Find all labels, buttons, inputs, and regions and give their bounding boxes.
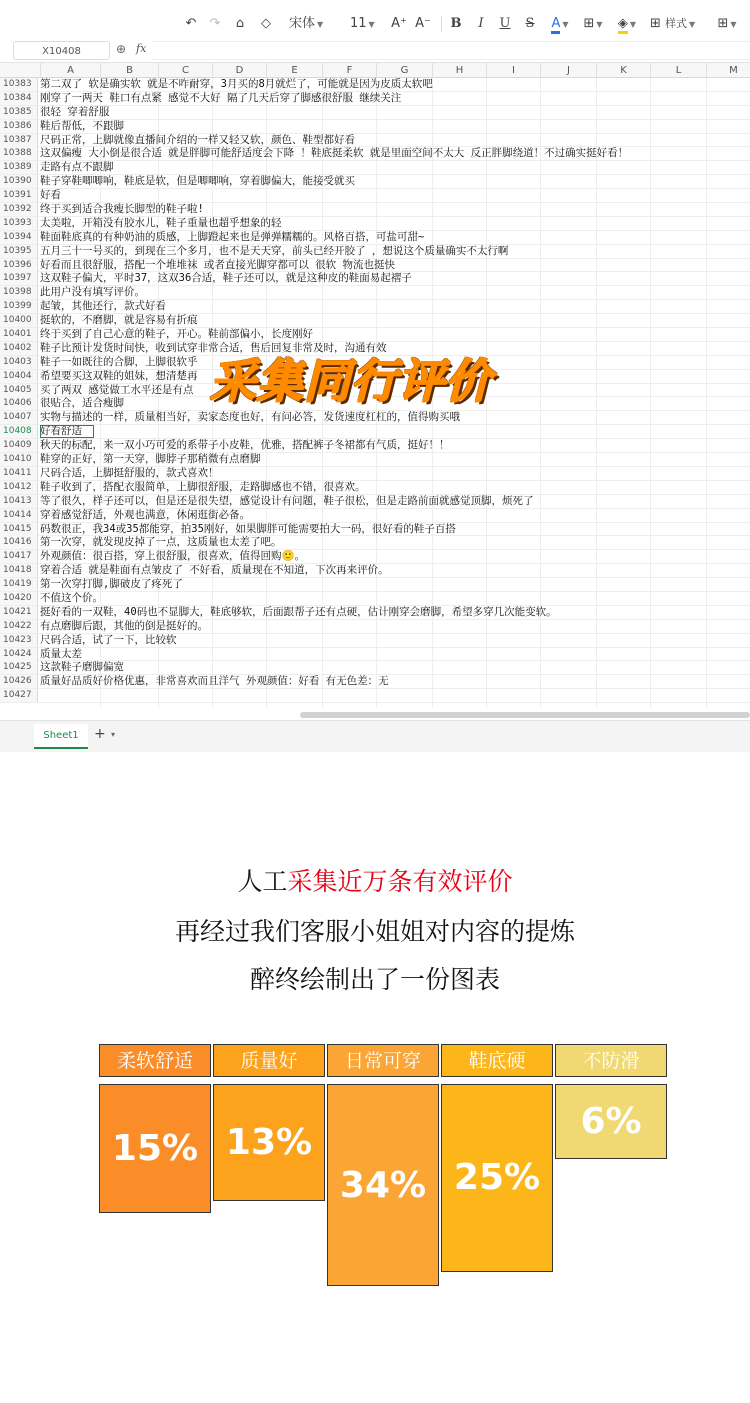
row-number[interactable]: 10426	[0, 675, 38, 688]
column-header-a[interactable]: A	[40, 63, 100, 78]
table-cell[interactable]: 第一次穿打脚,脚破皮了疼死了	[40, 578, 183, 591]
table-row	[0, 314, 750, 328]
row-number[interactable]: 10421	[0, 606, 38, 619]
row-number[interactable]: 10393	[0, 217, 38, 230]
table-cell[interactable]: 鞋子一如既往的合脚，上脚很软乎	[40, 355, 198, 368]
add-sheet-button[interactable]: +	[94, 726, 106, 742]
column-header-g[interactable]: G	[376, 63, 432, 78]
row-number[interactable]: 10391	[0, 189, 38, 202]
chevron-down-icon: ▼	[629, 20, 637, 29]
table-row	[0, 689, 750, 703]
font-name-select[interactable]	[289, 13, 339, 35]
row-number[interactable]: 10404	[0, 370, 38, 383]
row-number[interactable]: 10414	[0, 509, 38, 522]
bar-category-label: 柔软舒适	[99, 1044, 211, 1077]
table-cell[interactable]: 走路有点不跟脚	[40, 161, 114, 174]
select-all-corner[interactable]	[0, 63, 40, 78]
column-header-c[interactable]: C	[158, 63, 212, 78]
bar-4	[441, 1084, 553, 1272]
row-number[interactable]: 10390	[0, 175, 38, 188]
column-header-h[interactable]: H	[432, 63, 486, 78]
table-row	[0, 147, 750, 161]
chevron-down-icon: ▼	[562, 20, 569, 29]
table-row	[0, 675, 750, 689]
row-number[interactable]: 10396	[0, 259, 38, 272]
row-number[interactable]: 10388	[0, 147, 38, 160]
table-cell[interactable]: 穿着合适 就是鞋面有点皱皮了 不好看，质量现在不知道，下次再来评价。	[40, 564, 389, 577]
banner-title: 采集同行评价	[210, 354, 492, 408]
table-row	[0, 481, 750, 495]
table-row	[0, 328, 750, 342]
font-size-select[interactable]	[350, 13, 380, 35]
table-row	[0, 509, 750, 523]
table-row	[0, 300, 750, 314]
table-cell[interactable]: 希望要买这双鞋的姐妹，想清楚再	[40, 369, 198, 382]
row-number[interactable]: 10403	[0, 356, 38, 369]
table-cell[interactable]: 穿着感觉舒适，外观也满意，休闲逛街必备。	[40, 508, 250, 521]
grid-icon: ⊞	[717, 16, 729, 31]
table-row	[0, 286, 750, 300]
row-number[interactable]: 10383	[0, 78, 38, 91]
table-cell[interactable]: 鞋穿的正好，第一天穿，脚脖子那稍微有点磨脚	[40, 453, 261, 466]
chevron-down-icon: ▼	[689, 20, 696, 29]
column-header-k[interactable]: K	[596, 63, 650, 78]
row-number[interactable]: 10419	[0, 578, 38, 591]
horizontal-scrollbar[interactable]	[300, 712, 750, 718]
row-number[interactable]: 10395	[0, 245, 38, 258]
table-cell[interactable]: 挺软的，不磨脚，就是容易有折痕	[40, 314, 198, 327]
table-cell[interactable]: 质量太差	[40, 647, 82, 660]
table-row	[0, 78, 750, 92]
table-cell[interactable]: 鞋子穿鞋唧唧响，鞋底是软，但是唧唧响，穿着脚偏大，能接受就买	[40, 175, 355, 188]
column-header-d[interactable]: D	[212, 63, 266, 78]
font-name-value: 宋体	[289, 16, 316, 31]
table-row	[0, 92, 750, 106]
row-number[interactable]: 10405	[0, 384, 38, 397]
row-number[interactable]: 10392	[0, 203, 38, 216]
table-cell[interactable]: 起皱，其他还行，款式好看	[40, 300, 166, 313]
table-row	[0, 231, 750, 245]
tab-sheet1[interactable]: Sheet1	[34, 724, 88, 749]
table-row	[0, 467, 750, 481]
table-cell[interactable]: 码数很正，我34或35都能穿，拍35刚好，如果脚胖可能需要拍大一码，很好看的鞋子百搭	[40, 522, 456, 535]
table-row	[0, 495, 750, 509]
table-row	[0, 134, 750, 148]
table-row	[0, 564, 750, 578]
table-cell[interactable]: 鞋子收到了，搭配衣服简单，上脚很舒服，走路脚感也不错，很喜欢。	[40, 480, 366, 493]
caption-line-2: 再经过我们客服小姐姐对内容的提炼	[174, 917, 575, 946]
toolbar-divider	[441, 16, 442, 32]
bar-2	[213, 1084, 325, 1201]
table-row	[0, 175, 750, 189]
table-cell[interactable]: 外观颜值：很百搭，穿上很舒服，很喜欢，值得回购🙂。	[40, 550, 306, 563]
table-cell[interactable]: 秋天的标配，来一双小巧可爱的系带子小皮鞋，优雅，搭配裤子冬裙都有气质，挺好！！	[40, 439, 450, 452]
font-size-value: 11	[350, 16, 367, 31]
redo-icon[interactable]: ↷	[209, 16, 221, 31]
column-header-b[interactable]: B	[100, 63, 158, 78]
table-row	[0, 453, 750, 467]
table-cell[interactable]: 终于买到适合我瘦长脚型的鞋子啦!	[40, 203, 204, 216]
row-number[interactable]: 10413	[0, 495, 38, 508]
row-number[interactable]: 10406	[0, 397, 38, 410]
decrease-font-button[interactable]: A⁻	[415, 16, 431, 31]
table-cell[interactable]: 挺好看的一双鞋，40码也不显脚大，鞋底够软，后面跟帮子还有点硬，估计刚穿会磨脚，希望多穿几次能变软。	[40, 605, 557, 618]
row-number[interactable]: 10401	[0, 328, 38, 341]
sheet-tab-bar	[0, 720, 750, 752]
table-row	[0, 620, 750, 634]
table-cell[interactable]: 实物与描述的一样，质量相当好，卖家态度也好，有问必答，发货速度杠杠的，值得购买哦	[40, 411, 460, 424]
table-cell[interactable]: 尺码合适，试了一下，比较软	[40, 633, 177, 646]
row-number[interactable]: 10407	[0, 411, 38, 424]
column-header-l[interactable]: L	[650, 63, 706, 78]
format-painter-icon[interactable]: ⌂	[235, 16, 245, 31]
font-color-icon: A	[551, 16, 560, 34]
toolbar	[0, 0, 750, 44]
table-row	[0, 550, 750, 564]
table-row	[0, 259, 750, 273]
row-number[interactable]: 10387	[0, 134, 38, 147]
strikethrough-button[interactable]: S	[525, 16, 535, 31]
table-cell[interactable]: 五月三十一号买的，到现在三个多月，也不是天天穿，前头已经开胶了 ，想说这个质量确实不太行啊	[40, 244, 509, 257]
formula-input[interactable]	[152, 41, 750, 60]
row-number[interactable]: 10389	[0, 161, 38, 174]
table-cell[interactable]: 好看而且很舒服，搭配一个堆堆袜 或者直接光脚穿都可以 很软 物流也挺快	[40, 258, 395, 271]
table-row	[0, 648, 750, 662]
styles-label: 样式	[665, 17, 688, 30]
name-box[interactable]: X10408	[13, 41, 110, 60]
fx-icon[interactable]: fx	[136, 42, 147, 55]
table-row	[0, 634, 750, 648]
bar-category-label: 质量好	[213, 1044, 325, 1077]
bold-button[interactable]: B	[450, 16, 462, 31]
table-row	[0, 592, 750, 606]
table-cell[interactable]: 终于买到了自己心意的鞋子，开心。鞋前部偏小，长度刚好	[40, 328, 313, 341]
column-header-i[interactable]: I	[486, 63, 540, 78]
table-cell[interactable]: 鞋后帮低，不跟脚	[40, 119, 124, 132]
zoom-icon[interactable]: ⊕	[116, 42, 127, 56]
row-number[interactable]: 10409	[0, 439, 38, 452]
row-number[interactable]: 10385	[0, 106, 38, 119]
row-number[interactable]: 10408	[0, 425, 38, 438]
bar-category-label: 不防滑	[555, 1044, 667, 1077]
table-cell[interactable]: 尺码正常，上脚就像直播间介绍的一样又轻又软，颜色、鞋型都好看	[40, 133, 355, 146]
caption-line-1	[0, 862, 750, 898]
table-row	[0, 411, 750, 425]
table-cell[interactable]: 有点磨脚后跟，其他的倒是挺好的。	[40, 619, 208, 632]
table-row	[0, 523, 750, 537]
table-row	[0, 245, 750, 259]
row-number[interactable]: 10418	[0, 564, 38, 577]
table-row	[0, 536, 750, 550]
chevron-down-icon: ▼	[730, 20, 737, 29]
fill-color-button[interactable]	[614, 13, 640, 35]
fill-bucket-icon: ◈	[618, 16, 628, 34]
table-row	[0, 439, 750, 453]
bar-value-label: 25%	[453, 1157, 541, 1199]
row-number[interactable]: 10425	[0, 661, 38, 674]
eraser-icon[interactable]: ◇	[261, 16, 271, 31]
sheet-menu-icon[interactable]: ▾	[111, 730, 116, 739]
caption-line-1-prefix: 人工	[237, 867, 288, 896]
caption-line-1-highlight: 采集近万条有效评价	[287, 867, 513, 896]
table-row	[0, 578, 750, 592]
column-header-bar	[0, 62, 750, 78]
table-cell[interactable]: 质量好品质好价格优惠，非常喜欢而且洋气 外观颜值：好看 有无色差：无	[40, 675, 389, 688]
row-number[interactable]: 10417	[0, 550, 38, 563]
row-number[interactable]: 10410	[0, 453, 38, 466]
italic-button[interactable]: I	[478, 16, 484, 31]
table-row	[0, 425, 750, 439]
table-cell[interactable]: 第二双了 软是确实软 就是不咋耐穿，3月买的8月就烂了，可能就是因为皮质太软吧	[40, 78, 433, 90]
row-number[interactable]: 10399	[0, 300, 38, 313]
row-number[interactable]: 10411	[0, 467, 38, 480]
borders-icon: ⊞	[583, 16, 595, 31]
table-row	[0, 189, 750, 203]
row-number[interactable]: 10384	[0, 92, 38, 105]
table-row	[0, 272, 750, 286]
table-cell[interactable]: 这款鞋子磨脚偏宽	[40, 661, 124, 674]
row-number[interactable]: 10427	[0, 689, 38, 702]
row-number[interactable]: 10420	[0, 592, 38, 605]
table-cell[interactable]: 好看	[40, 189, 61, 202]
row-number[interactable]: 10397	[0, 272, 38, 285]
table-cell[interactable]: 好看舒适	[40, 425, 94, 438]
table-cell[interactable]: 这双偏瘦 大小倒是很合适 就是胖脚可能舒适度会下降 ！鞋底挺柔软 就是里面空间不太大 反正胖脚绕道！不过确实挺好看！	[40, 147, 629, 160]
row-number[interactable]: 10422	[0, 620, 38, 633]
bar-value-label: 13%	[225, 1121, 313, 1163]
table-cell[interactable]: 不值这个价。	[40, 591, 103, 604]
row-number[interactable]: 10412	[0, 481, 38, 494]
bar-5	[555, 1084, 667, 1159]
table-cell[interactable]: 第一次穿，就发现皮掉了一点，这质量也太差了吧。	[40, 536, 282, 549]
font-color-button[interactable]	[548, 13, 572, 35]
table-row	[0, 217, 750, 231]
bar-category-label: 日常可穿	[327, 1044, 439, 1077]
table-cell[interactable]: 这双鞋子偏大，平时37，这双36合适，鞋子还可以，就是这种皮的鞋面易起褶子	[40, 272, 412, 285]
column-header-j[interactable]: J	[540, 63, 596, 78]
row-number[interactable]: 10416	[0, 536, 38, 549]
table-row	[0, 606, 750, 620]
table-cell[interactable]: 买了两双 感觉做工水平还是有点	[40, 383, 194, 396]
bar-1	[99, 1084, 211, 1213]
row-number[interactable]: 10423	[0, 634, 38, 647]
chevron-down-icon: ▼	[368, 20, 375, 29]
caption-line-3: 醉终绘制出了一份图表	[249, 965, 500, 994]
table-row	[0, 661, 750, 675]
formula-bar	[0, 40, 750, 62]
row-number[interactable]: 10402	[0, 342, 38, 355]
table-cell[interactable]: 很贴合，适合瘦脚	[40, 397, 124, 410]
bar-value-label: 15%	[111, 1127, 199, 1169]
row-number[interactable]: 10424	[0, 648, 38, 661]
row-number[interactable]: 10386	[0, 120, 38, 133]
more-tools-button[interactable]	[712, 13, 742, 35]
styles-button[interactable]	[650, 13, 700, 35]
column-header-e[interactable]: E	[266, 63, 322, 78]
row-number[interactable]: 10394	[0, 231, 38, 244]
column-header-m[interactable]: M	[706, 63, 750, 78]
table-cell[interactable]: 尺码合适，上脚挺舒服的，款式喜欢！	[40, 466, 219, 479]
table-row	[0, 161, 750, 175]
increase-font-button[interactable]: A⁺	[391, 16, 407, 31]
chevron-down-icon: ▼	[317, 20, 324, 29]
table-cell[interactable]: 太美啦，开箱没有胶水儿，鞋子重量也超乎想象的轻	[40, 216, 282, 229]
bar-3	[327, 1084, 439, 1286]
chevron-down-icon: ▼	[596, 20, 603, 29]
table-cell[interactable]: 鞋子比预计发货时间快，收到试穿非常合适，售后回复非常及时，沟通有效	[40, 341, 387, 354]
table-cell[interactable]: 很轻 穿着舒服	[40, 105, 110, 118]
bar-value-label: 6%	[580, 1101, 642, 1143]
table-cell[interactable]: 此用户没有填写评价。	[40, 286, 145, 299]
table-cell[interactable]: 等了很久，样子还可以，但是还是很失望，感觉设计有问题，鞋子很松，但是走路前面就感觉顶脚，烦死了	[40, 494, 534, 507]
borders-button[interactable]	[580, 13, 606, 35]
table-row	[0, 120, 750, 134]
table-cell[interactable]: 刚穿了一两天 鞋口有点紧 感觉不大好 隔了几天后穿了脚感很舒服 继续关注	[40, 91, 402, 104]
table-row	[0, 106, 750, 120]
bar-category-label: 鞋底硬	[441, 1044, 553, 1077]
row-number[interactable]: 10415	[0, 523, 38, 536]
review-stats-chart	[0, 1040, 750, 1300]
underline-button[interactable]: U	[499, 16, 511, 31]
table-cell[interactable]	[40, 689, 746, 702]
undo-icon[interactable]: ↶	[185, 16, 197, 31]
table-cell[interactable]: 鞋面鞋底真的有种奶油的质感，上脚蹬起来也是弹弹糯糯的。风格百搭，可盐可甜~	[40, 230, 425, 243]
row-number[interactable]: 10400	[0, 314, 38, 327]
row-number[interactable]: 10398	[0, 286, 38, 299]
table-row	[0, 203, 750, 217]
styles-icon: ⊞	[650, 16, 661, 31]
column-header-f[interactable]: F	[322, 63, 376, 78]
bar-value-label: 34%	[339, 1164, 427, 1206]
